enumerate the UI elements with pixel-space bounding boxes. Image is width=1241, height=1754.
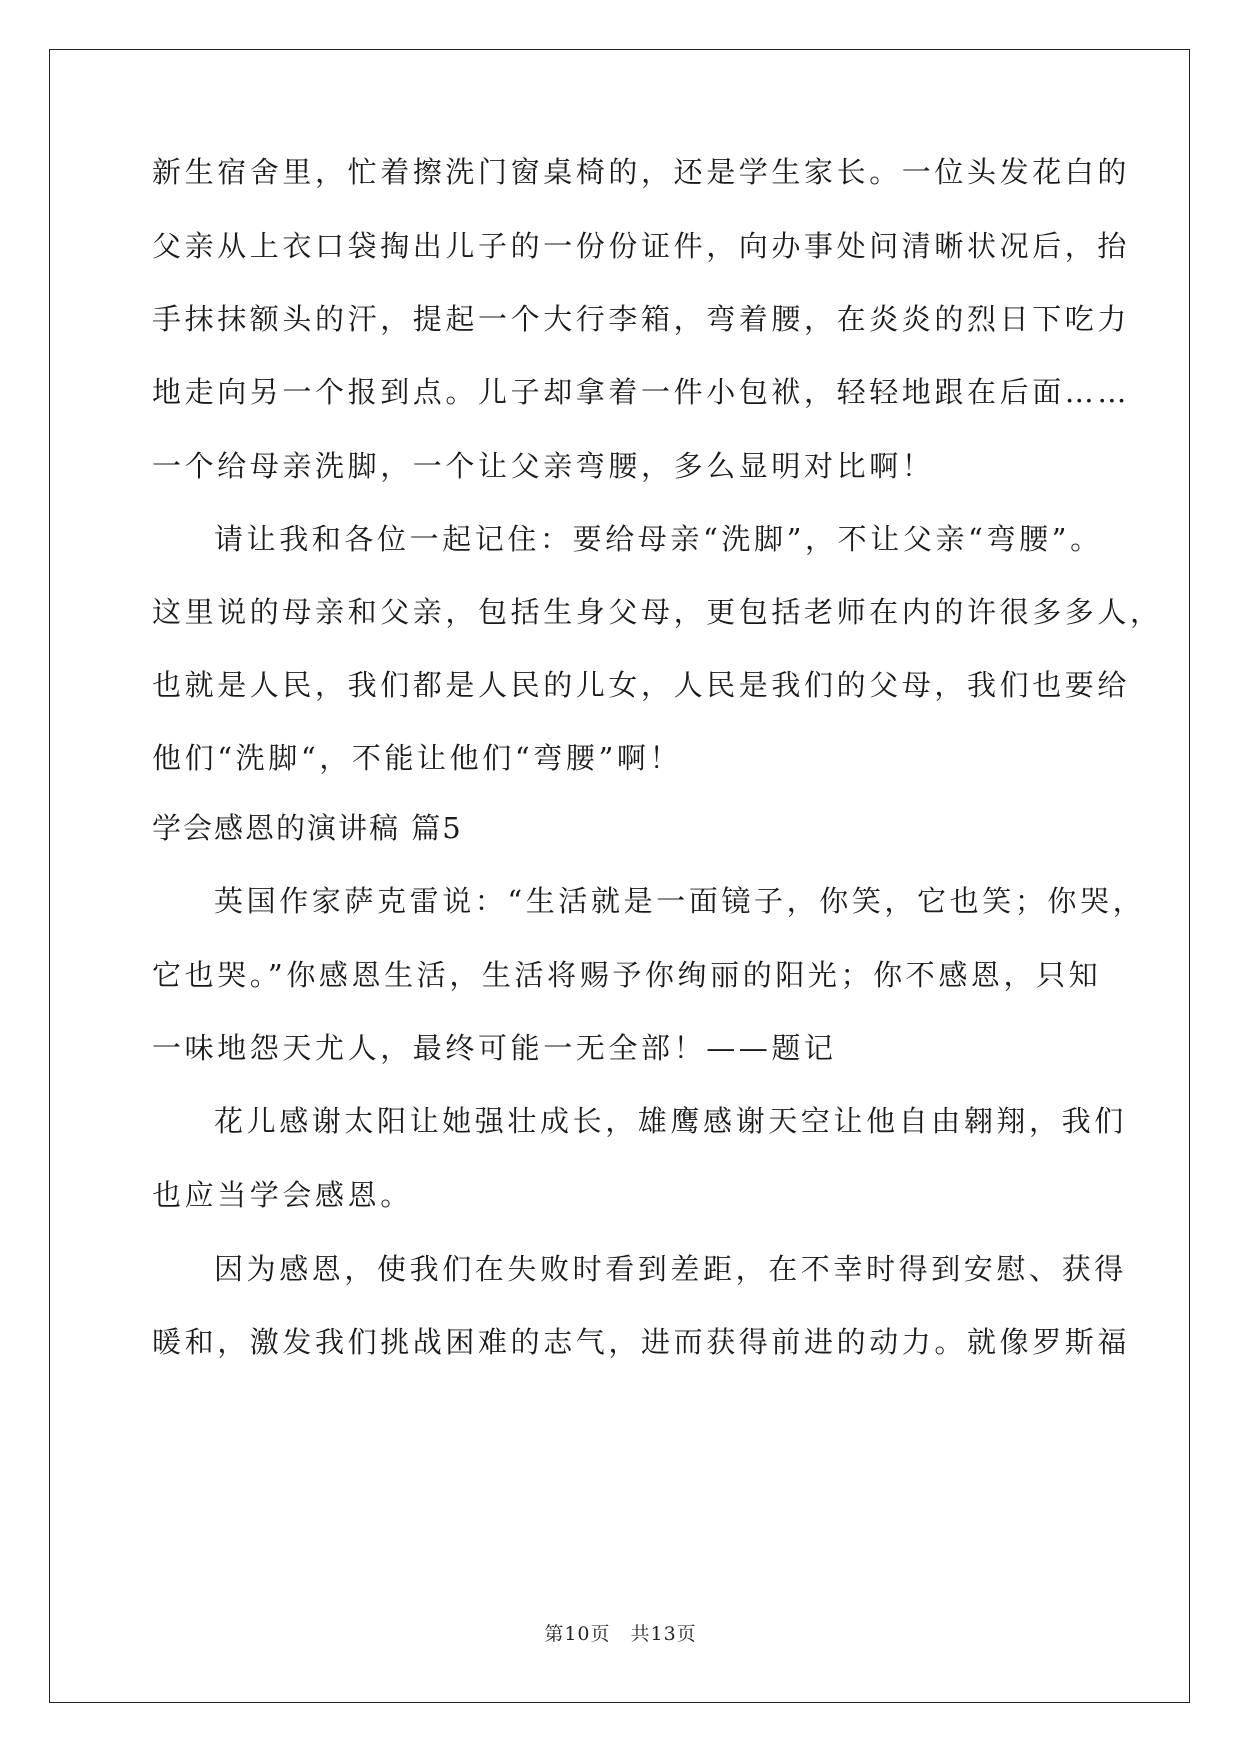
section-heading: 学会感恩的演讲稿 篇5 (152, 811, 463, 845)
text-line: 新生宿舍里，忙着擦洗门窗桌椅的，还是学生家长。一位头发花白的 (152, 155, 1131, 189)
paragraph-start-line: 请让我和各位一起记住：要给母亲“洗脚”，不让父亲“弯腰”。 (214, 522, 1103, 556)
text-line: 父亲从上衣口袋掏出儿子的一份份证件，向办事处问清晰状况后，抬 (152, 229, 1131, 263)
text-line: 手抹抹额头的汗，提起一个大行李箱，弯着腰，在炎炎的烈日下吃力 (152, 302, 1131, 336)
page-number-footer: 第10页 共13页 (544, 1623, 697, 1645)
text-line: 也就是人民，我们都是人民的儿女，人民是我们的父母，我们也要给 (152, 668, 1131, 702)
text-line: 一个给母亲洗脚，一个让父亲弯腰，多么显明对比啊！ (152, 449, 935, 483)
paragraph-start-line: 因为感恩，使我们在失败时看到差距，在不幸时得到安慰、获得 (214, 1252, 1127, 1286)
page-border (49, 49, 1190, 1703)
paragraph-start-line: 花儿感谢太阳让她强壮成长，雄鹰感谢天空让他自由翱翔，我们 (214, 1104, 1127, 1138)
paragraph-start-line: 英国作家萨克雷说：“生活就是一面镜子，你笑，它也笑；你哭， (214, 884, 1146, 918)
text-line: 也应当学会感恩。 (152, 1178, 413, 1212)
text-line: 一味地怨天尤人，最终可能一无全部！——题记 (152, 1031, 837, 1065)
text-line: 暖和，激发我们挑战困难的志气，进而获得前进的动力。就像罗斯福 (152, 1325, 1131, 1359)
text-line: 这里说的母亲和父亲，包括生身父母，更包括老师在内的许很多多人， (152, 595, 1163, 629)
text-line: 地走向另一个报到点。儿子却拿着一件小包袱，轻轻地跟在后面…… (152, 375, 1131, 409)
text-line: 它也哭。”你感恩生活，生活将赐予你绚丽的阳光；你不感恩，只知 (152, 958, 1102, 992)
text-line: 他们“洗脚“，不能让他们“弯腰”啊！ (152, 741, 683, 775)
